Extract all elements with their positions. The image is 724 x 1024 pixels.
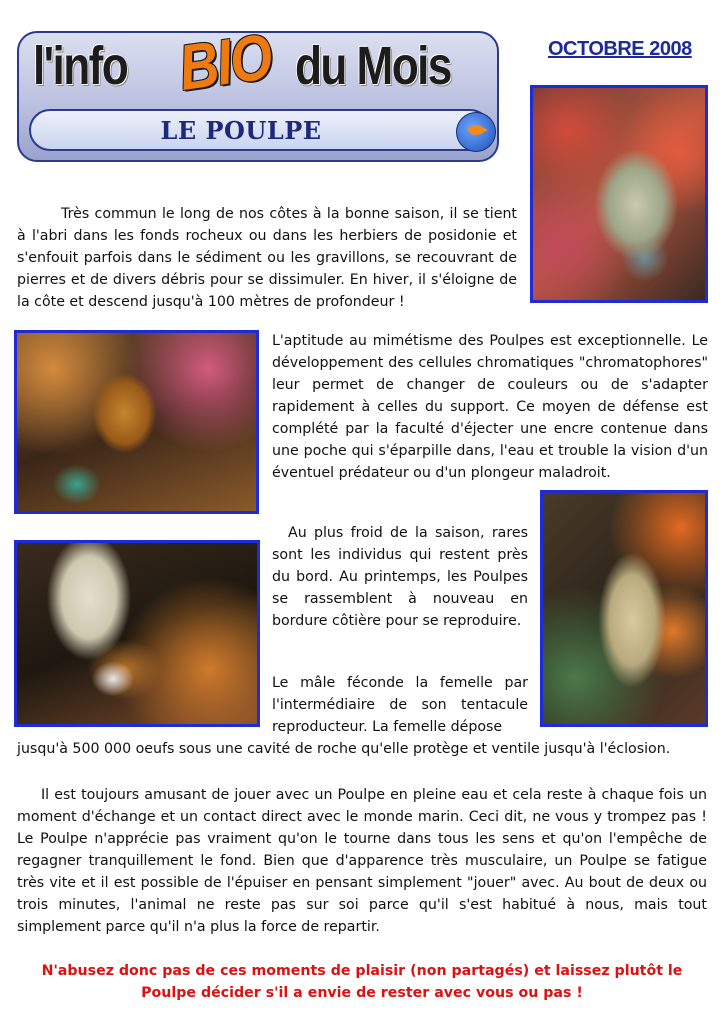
title-info: l'info — [33, 36, 128, 96]
paragraph-reproduction-cont: jusqu'à 500 000 oeufs sous une cavité de roche qu'elle protège et ventile jusqu'à l'éclosion. — [17, 741, 671, 757]
subject-pill — [29, 109, 491, 151]
club-logo-icon — [456, 112, 496, 152]
paragraph-season: Au plus froid de la saison, rares sont les individus qui restent près du bord. Au printemps, les Poulpes se rassemblent à nouveau en bordure côtière pour se reproduire. — [272, 525, 528, 629]
page-title: LE POULPE — [160, 116, 322, 145]
header-banner — [17, 19, 499, 162]
paragraph-habitat: Très commun le long de nos côtes à la bonne saison, il se tient à l'abri dans les fonds rocheux ou dans les herbiers de posidonie et s'enfouit parfois dans le sédiment ou les gravillons, se recouvrant de pierres et de divers débris pour se dissimuler. En hiver, il s'éloigne de la côte et descend jusqu'à 100 mètres de profondeur ! — [17, 206, 517, 310]
octopus-photo-1 — [530, 85, 708, 303]
octopus-photo-3 — [540, 490, 708, 727]
paragraph-mimicry: L'aptitude au mimétisme des Poulpes est exceptionnelle. Le développement des cellules chromatiques "chromatophores" leur permet de changer de couleurs ou de s'adapter rapidement à celles du support. Ce moyen de défense est complété par la faculté d'éjecter une encre contenue dans une poche qui s'éparpille dans, l'eau et trouble la vision d'un éventuel prédateur ou d'un plongeur maladroit. — [272, 333, 708, 481]
title-bio: BIO — [174, 19, 276, 105]
title-du-mois: du Mois — [295, 36, 451, 96]
octopus-photo-2 — [14, 330, 259, 514]
issue-date: OCTOBRE 2008 — [548, 38, 692, 60]
paragraph-reproduction: Le mâle féconde la femelle par l'intermédiaire de son tentacule reproducteur. La femelle dépose — [272, 675, 528, 735]
paragraph-interaction: Il est toujours amusant de jouer avec un Poulpe en pleine eau et cela reste à chaque fois un moment d'échange et un contact direct avec le monde marin. Ceci dit, ne vous y trompez pas ! Le Poulpe n'apprécie pas vraiment qu'on le tourne dans tous les sens et qu'on l'empêche de regagner tranquillement le fond. Bien que d'apparence très musculaire, un Poulpe se fatigue très vite et il est possible de l'épuiser en pensant simplement "jouer" avec. Au bout de deux ou trois minutes, l'animal ne reste pas sur soi parce qu'il s'est habitué à nous, mais tout simplement parce qu'il n'a plus la force de repartir. — [17, 787, 707, 935]
octopus-photo-4 — [14, 540, 260, 727]
warning-message: N'abusez donc pas de ces moments de plaisir (non partagés) et laissez plutôt le Poulpe décider s'il a envie de rester avec vous ou pas ! — [41, 963, 683, 1001]
